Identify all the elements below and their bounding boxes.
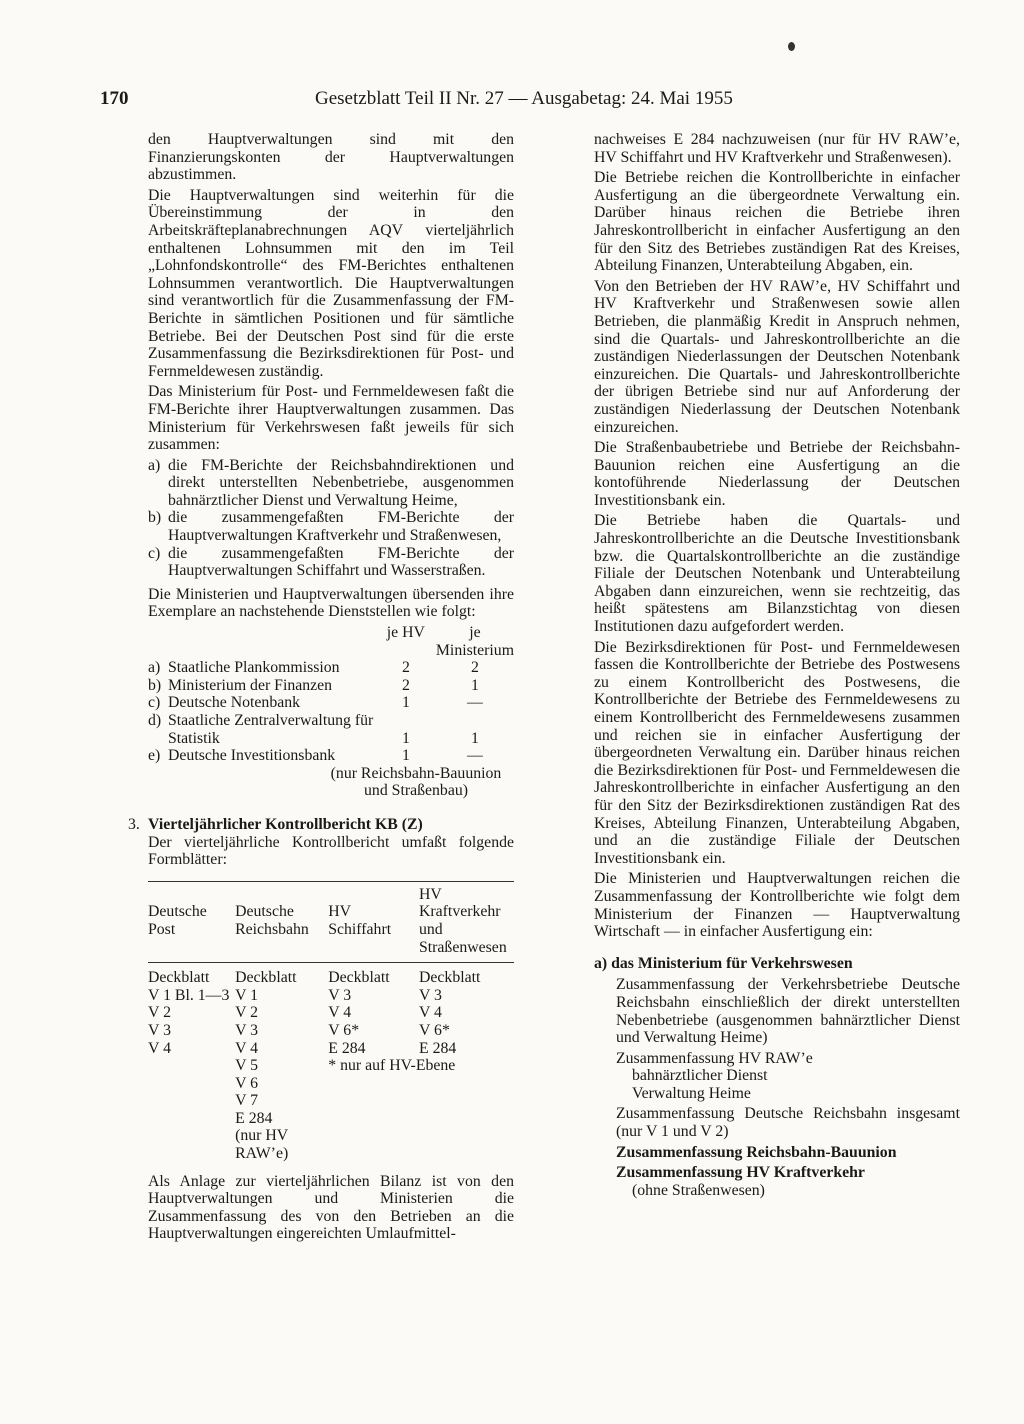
table-header-row — [148, 881, 514, 962]
cell-ministry: 2 — [470, 659, 479, 677]
table-cell: V 2 — [148, 1004, 171, 1022]
list-subtext: Verwaltung Heime — [632, 1084, 751, 1102]
section-title: Vierteljährlicher Kontrollbericht KB (Z) — [148, 815, 423, 833]
table-cell: V 6* — [328, 1021, 360, 1039]
row-name: Ministerium der Finanzen — [168, 676, 333, 694]
paragraph: Die Betriebe haben die Quartals- und Jahreskontrollberichte an die Deutsche Investitionsbank bzw. die Quartalskontrollberichte an die zuständige Filiale der Deutschen Notenbank und Unterabteilung Abgaben dann einzureichen, wenn sie rechtzeitig, das heißt spätestens am Bilanzstichtag von diesen Institutionen dazu aufgefordert werden. — [594, 512, 960, 636]
table-cell — [419, 1092, 514, 1110]
forms-table — [148, 881, 514, 1163]
section-heading — [128, 816, 514, 834]
list-item — [148, 457, 514, 510]
list-subtext: bahnärztlicher Dienst — [632, 1067, 768, 1085]
list-label: b) — [148, 509, 162, 527]
column-header: HV Kraftverkehr und Straßenwesen — [419, 881, 514, 962]
row-label: c) — [148, 694, 161, 712]
table-cell: Deckblatt — [235, 969, 297, 987]
table-cell: V 3 — [328, 986, 352, 1004]
paragraph: Die Bezirksdirektionen für Post- und Fernmeldewesen fassen die Kontrollberichte der Betriebe des Postwesens zu einem Kontrollbericht des Postwesens, die Kontrollberichte der Betriebe des Fernmeldewesens zu einem Kontrollbericht des Fernmeldewesens zusammen und reichen sie in einfacher Ausfertigung der übergeordneten Verwaltung ein. Darüber hinaus reichen die Bezirksdirektionen für Post- und Fernmeldewesen die Jahreskontrollberichte in einfacher Ausfertigung an den für den Sitz der Bezirksdirektionen zuständigen Rat des Kreises, Abteilung Finanzen, Unterabteilung Abgaben, und an die zuständige Filiale der Deutschen Investitionsbank ein. — [594, 638, 960, 867]
list-text: die FM-Berichte der Reichsbahndirektionen und direkt unterstellten Nebenbetriebe, ausgenommen bahnärztlicher Dienst und Verwaltung Heime, — [168, 456, 514, 509]
paragraph: Von den Betrieben der HV RAW’e, HV Schiffahrt und HV Kraftverkehr und Straßenwesen sowie allen Betrieben, die planmäßig Kredit in Anspruch nehmen, sind die Quartals- und Jahreskontrollberichte an die zuständigen Niederlassungen der Deutschen Notenbank einzureichen. Die Quartals- und Jahreskontrollberichte der übrigen Betriebe sind nur auf Anforderung der zuständigen Niederlassung der Deutschen Notenbank einzureichen. — [594, 277, 960, 436]
section-title: das Ministerium für Verkehrswesen — [611, 954, 853, 972]
row-label: d) — [148, 712, 162, 729]
row-label: e) — [148, 747, 161, 765]
list-text: die zusammengefaßten FM-Berichte der Hauptverwaltungen Kraftverkehr und Straßenwesen, — [168, 509, 514, 545]
section-number: 3. — [128, 815, 140, 833]
paragraph: den Hauptverwaltungen sind mit den Finanzierungskonten der Hauptverwaltungen abzustimmen. — [148, 131, 514, 184]
paragraph: Der vierteljährliche Kontrollbericht umfaßt folgende Formblätter: — [148, 833, 514, 869]
right-column — [594, 131, 960, 1202]
cell-hv: 1 — [401, 729, 410, 747]
paragraph: Das Ministerium für Post- und Fernmeldewesen faßt die FM-Berichte ihrer Hauptverwaltungen zusammen. Das Ministerium für Verkehrswesen faßt jeweils für sich zusammen: — [148, 383, 514, 454]
table-cell: V 4 — [328, 1004, 352, 1022]
cell-ministry: 1 — [470, 729, 479, 747]
paragraph: Die Straßenbaubetriebe und Betriebe der Reichsbahn-Bauunion reichen eine Ausfertigung an die kontoführende Niederlassung der Deutschen Investitionsbank ein. — [594, 439, 960, 509]
cell-hv: 2 — [401, 676, 410, 694]
table-cell — [419, 1075, 514, 1093]
table-cell: V 6 — [235, 1074, 259, 1092]
list-item — [594, 976, 960, 1046]
list-subtext: (ohne Straßenwesen) — [632, 1181, 765, 1199]
table-row — [148, 963, 514, 987]
table-row — [148, 1004, 514, 1022]
list-text: Zusammenfassung der Verkehrsbetriebe Deutsche Reichsbahn einschließlich der direkt unterstellten Nebenbetriebe (ausgenommen bahnärztlicher Dienst und Verwaltung Heime) — [616, 976, 960, 1047]
list-text: Zusammenfassung HV Kraftverkehr — [616, 1164, 865, 1182]
table-cell: V 1 Bl. 1—3 — [148, 986, 230, 1004]
table-cell: Deckblatt — [148, 969, 210, 987]
table-row — [148, 747, 514, 765]
paragraph: nachweises E 284 nachzuweisen (nur für HV RAW’e, HV Schiffahrt und HV Kraftverkehr und Straßenwesen). — [594, 131, 960, 166]
table-row — [148, 987, 514, 1005]
table-cell: V 4 — [418, 1004, 442, 1022]
cell-hv: 1 — [401, 694, 410, 712]
table-cell: V 3 — [418, 986, 442, 1004]
ministry-list — [148, 457, 514, 580]
table-cell: E 284 — [418, 1039, 457, 1057]
table-cell: Deckblatt — [418, 969, 481, 987]
table-cell: E 284 — [328, 1039, 366, 1057]
column-header: Deutsche Post — [148, 881, 235, 962]
table-cell: V 7 — [235, 1092, 259, 1110]
table-row — [148, 1057, 514, 1075]
table-cell: V 1 — [235, 986, 259, 1004]
table-cell — [328, 1092, 419, 1110]
table-note: (nur Reichsbahn-Bauunion und Straßenbau) — [330, 764, 502, 800]
list-text: Zusammenfassung Reichsbahn-Bauunion — [616, 1143, 897, 1161]
row-name: Staatliche Zentralverwaltung für Statistik — [168, 712, 374, 747]
paragraph: Als Anlage zur vierteljährlichen Bilanz ist von den Hauptverwaltungen und Ministerien die Zusammenfassung des von den Betrieben an die Hauptverwaltungen eingereichten Umlaufmittel- — [148, 1172, 514, 1243]
table-cell: V 5 — [235, 1057, 259, 1075]
header-title: Gesetzblatt Teil II Nr. 27 — Ausgabetag: 24. Mai 1955 — [315, 88, 733, 109]
paragraph: Die Hauptverwaltungen sind weiterhin für die Übereinstimmung der in den Arbeitskräfteplanabrechnungen AQV vierteljährlich enthaltenen Lohnsummen mit den im Teil „Lohnfondskontrolle“ des FM-Berichtes enthaltenen Lohnsummen verantwortlich. Die Hauptverwaltungen sind verantwortlich für die Zusammenfassung der FM-Berichte in sämtlichen Positionen und für sämtliche Betriebe. Bei der Deutschen Post sind für die erste Zusammenfassung die Bezirksdirektionen für Post- und Fernmeldewesen zuständig. — [148, 186, 514, 380]
summary-list — [594, 976, 960, 1199]
left-column — [128, 131, 514, 1246]
table-cell: V 3 — [148, 1021, 171, 1039]
row-name: Staatliche Plankommission — [168, 659, 340, 677]
table-cell — [148, 1092, 235, 1110]
list-item — [594, 1144, 960, 1162]
list-label: a) — [148, 456, 161, 474]
cell-hv: 2 — [401, 659, 410, 677]
row-name: Deutsche Notenbank — [168, 694, 301, 712]
list-text: die zusammengefaßten FM-Berichte der Hauptverwaltungen Schiffahrt und Wasserstraßen. — [168, 544, 514, 580]
table-row — [148, 677, 514, 695]
cell-ministry: 1 — [470, 676, 479, 694]
table-row — [148, 1022, 514, 1040]
paragraph: Die Ministerien und Hauptverwaltungen übersenden ihre Exemplare an nachstehende Dienststellen wie folgt: — [148, 585, 514, 621]
column-header: Deutsche Reichsbahn — [235, 881, 328, 962]
row-name: Deutsche Investitionsbank — [168, 747, 336, 765]
table-cell: * nur auf HV-Ebene — [328, 1057, 456, 1075]
table-cell: E 284 (nur HV RAW’e) — [235, 1109, 289, 1163]
ink-speck — [788, 42, 795, 51]
table-row — [148, 1075, 514, 1093]
table-cell — [328, 1110, 419, 1163]
table-note-row — [148, 765, 514, 800]
list-text: Zusammenfassung Deutsche Reichsbahn insgesamt (nur V 1 und V 2) — [616, 1105, 960, 1141]
paragraph: Die Ministerien und Hauptverwaltungen reichen die Zusammenfassung der Kontrollberichte wie folgt dem Ministerium der Finanzen — Hauptverwaltung Wirtschaft — in einfacher Ausfertigung ein: — [594, 870, 960, 941]
row-label: b) — [148, 676, 162, 694]
table-row — [148, 694, 514, 712]
table-row — [148, 659, 514, 677]
section-heading — [594, 955, 960, 973]
column-header: je Ministerium — [435, 624, 514, 659]
table-cell: V 2 — [235, 1004, 259, 1022]
list-text: Zusammenfassung HV RAW’e — [616, 1049, 813, 1067]
distribution-table — [148, 624, 514, 800]
list-item — [148, 509, 514, 544]
cell-ministry: — — [467, 694, 483, 712]
table-row — [148, 1092, 514, 1110]
cell-ministry: — — [467, 747, 483, 765]
paragraph: Die Betriebe reichen die Kontrollberichte in einfacher Ausfertigung an die übergeordnete Verwaltung ein. Darüber hinaus reichen die Betriebe ihren Jahreskontrollbericht in einfacher Ausfertigung an den für den Sitz des Betriebes zuständigen Rat des Kreises, Abteilung Finanzen, Unterabteilung Abgaben, ein. — [594, 169, 960, 275]
table-cell — [419, 1110, 514, 1163]
running-header — [100, 88, 980, 118]
table-cell — [148, 1075, 235, 1093]
column-header: je HV — [386, 624, 425, 642]
table-cell — [148, 1057, 235, 1075]
forms-table-body — [148, 963, 514, 1163]
row-label: a) — [148, 659, 161, 677]
table-cell — [328, 1075, 419, 1093]
table-header-row — [148, 624, 514, 659]
table-cell: V 3 — [235, 1021, 259, 1039]
section-label: a) — [594, 954, 608, 972]
table-row — [148, 1110, 514, 1163]
list-label: c) — [148, 544, 161, 562]
table-cell — [148, 1110, 235, 1163]
list-item — [594, 1050, 960, 1103]
table-cell: V 4 — [235, 1039, 259, 1057]
table-cell: V 4 — [148, 1039, 171, 1057]
column-header: HV Schiffahrt — [328, 881, 419, 962]
page-number: 170 — [100, 88, 129, 109]
list-item — [594, 1164, 960, 1199]
table-cell: V 6* — [418, 1021, 450, 1039]
list-item — [148, 545, 514, 580]
list-item — [594, 1105, 960, 1140]
cell-hv: 1 — [401, 747, 410, 765]
table-row — [148, 712, 514, 747]
table-cell: Deckblatt — [328, 969, 390, 987]
table-row — [148, 1040, 514, 1058]
